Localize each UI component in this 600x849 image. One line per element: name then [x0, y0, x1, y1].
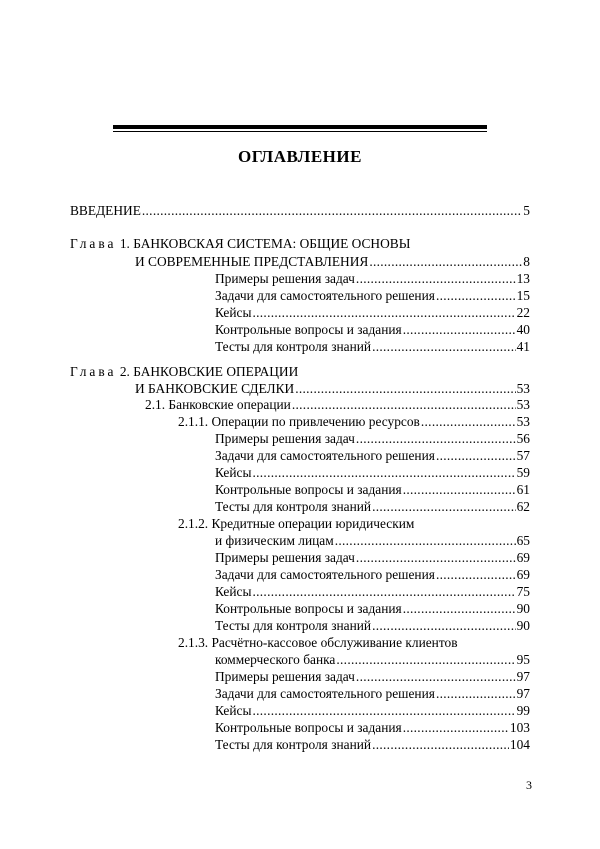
toc-entry-page: 8 [523, 254, 530, 269]
toc-entry[interactable] [215, 583, 530, 600]
leader-dots [356, 668, 516, 685]
leader-dots [372, 736, 509, 753]
leader-dots [369, 253, 522, 270]
toc-entry-page: 65 [516, 533, 530, 548]
toc-entry-label: Контрольные вопросы и задания [215, 322, 402, 337]
toc-entry-page: 15 [516, 288, 530, 303]
toc-entry-page: 99 [516, 703, 530, 718]
toc-entry-label: Кейсы [215, 703, 252, 718]
leader-dots [292, 396, 516, 413]
toc-section-2-1-3-line2[interactable] [215, 651, 530, 668]
chapter-title-cont: И СОВРЕМЕННЫЕ ПРЕДСТАВЛЕНИЯ [135, 254, 369, 269]
header-rule-thick [113, 125, 487, 129]
leader-dots [436, 566, 516, 583]
chapter-2-heading-line2[interactable] [135, 380, 530, 397]
toc-entry-label: 2.1.1. Операции по привлечению ресурсов [178, 414, 420, 429]
leader-dots [403, 481, 516, 498]
toc-entry[interactable] [215, 668, 530, 685]
toc-section-2-1-1[interactable] [178, 413, 530, 430]
leader-dots [372, 338, 516, 355]
leader-dots [372, 617, 516, 634]
header-rule-thin [113, 131, 487, 132]
toc-entry-label: Примеры решения задач [215, 550, 355, 565]
toc-entry-page: 13 [516, 271, 530, 286]
toc-entry-intro[interactable] [70, 202, 530, 219]
toc-entry-label: Кейсы [215, 465, 252, 480]
leader-dots [252, 304, 515, 321]
toc-entry-page: 75 [516, 584, 530, 599]
toc-entry-label: ВВЕДЕНИЕ [70, 203, 141, 218]
toc-entry[interactable] [215, 464, 530, 481]
toc-entry[interactable] [215, 736, 530, 753]
toc-entry-page: 61 [516, 482, 530, 497]
toc-entry-label: Кейсы [215, 305, 252, 320]
toc-entry-label: Примеры решения задач [215, 431, 355, 446]
toc-entry[interactable] [215, 498, 530, 515]
toc-section-2-1-2-line1[interactable]: 2.1.2. Кредитные операции юридическим [178, 516, 415, 531]
leader-dots [335, 532, 516, 549]
toc-entry[interactable] [215, 566, 530, 583]
toc-section-2-1-3-line1[interactable]: 2.1.3. Расчётно-кассовое обслуживание клиентов [178, 635, 458, 650]
leader-dots [436, 685, 516, 702]
chapter-1-heading-line1[interactable] [70, 235, 410, 252]
toc-entry[interactable] [215, 447, 530, 464]
toc-entry[interactable] [215, 338, 530, 355]
toc-entry-page: 53 [516, 397, 530, 412]
leader-dots [356, 270, 516, 287]
toc-entry-label: Задачи для самостоятельного решения [215, 448, 435, 463]
toc-entry-label: 2.1. Банковские операции [145, 397, 291, 412]
toc-entry[interactable] [215, 617, 530, 634]
toc-entry[interactable] [215, 287, 530, 304]
leader-dots [252, 583, 515, 600]
toc-entry-page: 62 [516, 499, 530, 514]
page-number: 3 [526, 778, 532, 792]
toc-entry-page: 5 [523, 203, 530, 218]
toc-entry[interactable] [215, 481, 530, 498]
leader-dots [372, 498, 516, 515]
toc-entry-page: 97 [516, 686, 530, 701]
toc-entry-label: коммерческого банка [215, 652, 336, 667]
toc-entry[interactable] [215, 685, 530, 702]
toc-entry[interactable] [215, 430, 530, 447]
toc-entry-label: Тесты для контроля знаний [215, 339, 372, 354]
chapter-prefix: Глава [70, 364, 117, 379]
leader-dots [295, 380, 515, 397]
toc-entry-label: Тесты для контроля знаний [215, 618, 372, 633]
leader-dots [403, 321, 516, 338]
toc-entry[interactable] [215, 304, 530, 321]
toc-entry-label: Примеры решения задач [215, 271, 355, 286]
toc-entry-label: Тесты для контроля знаний [215, 737, 372, 752]
leader-dots [436, 447, 516, 464]
toc-entry-label: Примеры решения задач [215, 669, 355, 684]
toc-entry-page: 69 [516, 550, 530, 565]
toc-entry-page: 56 [516, 431, 530, 446]
leader-dots [356, 549, 516, 566]
leader-dots [252, 464, 515, 481]
toc-entry-page: 90 [516, 601, 530, 616]
toc-entry[interactable] [215, 549, 530, 566]
toc-section-2-1-2-line2[interactable] [215, 532, 530, 549]
chapter-title-cont: И БАНКОВСКИЕ СДЕЛКИ [135, 381, 295, 396]
chapter-1-heading-line2[interactable] [135, 253, 530, 270]
toc-entry-label: Задачи для самостоятельного решения [215, 567, 435, 582]
toc-entry-label: Тесты для контроля знаний [215, 499, 372, 514]
toc-section-2-1[interactable] [145, 396, 530, 413]
toc-entry[interactable] [215, 270, 530, 287]
leader-dots [403, 600, 516, 617]
leader-dots [252, 702, 515, 719]
toc-entry-label: Задачи для самостоятельного решения [215, 686, 435, 701]
toc-entry-page: 59 [516, 465, 530, 480]
toc-entry-page: 90 [516, 618, 530, 633]
toc-entry-page: 57 [516, 448, 530, 463]
leader-dots [336, 651, 515, 668]
toc-entry[interactable] [215, 600, 530, 617]
toc-entry-page: 53 [516, 381, 530, 396]
page-title: ОГЛАВЛЕНИЕ [238, 147, 362, 166]
toc-entry-label: Контрольные вопросы и задания [215, 720, 402, 735]
toc-entry-label: Кейсы [215, 584, 252, 599]
chapter-title: 2. БАНКОВСКИЕ ОПЕРАЦИИ [119, 364, 299, 379]
toc-entry[interactable] [215, 719, 530, 736]
toc-entry-page: 104 [509, 737, 530, 752]
toc-entry-page: 40 [516, 322, 530, 337]
toc-entry-label: Контрольные вопросы и задания [215, 601, 402, 616]
toc-entry-label: Контрольные вопросы и задания [215, 482, 402, 497]
leader-dots [421, 413, 516, 430]
chapter-prefix: Глава [70, 236, 117, 251]
chapter-title: 1. БАНКОВСКАЯ СИСТЕМА: ОБЩИЕ ОСНОВЫ [119, 236, 411, 251]
leader-dots [403, 719, 509, 736]
toc-entry-page: 103 [509, 720, 530, 735]
toc-entry-page: 41 [516, 339, 530, 354]
leader-dots [142, 202, 522, 219]
toc-entry-label: и физическим лицам [215, 533, 334, 548]
toc-entry-page: 22 [516, 305, 530, 320]
toc-entry-label: Задачи для самостоятельного решения [215, 288, 435, 303]
toc-entry-page: 95 [516, 652, 530, 667]
toc-entry-page: 69 [516, 567, 530, 582]
toc-entry[interactable] [215, 702, 530, 719]
leader-dots [356, 430, 516, 447]
toc-entry-page: 97 [516, 669, 530, 684]
leader-dots [436, 287, 516, 304]
chapter-2-heading-line1[interactable] [70, 363, 298, 380]
toc-entry-page: 53 [516, 414, 530, 429]
toc-entry[interactable] [215, 321, 530, 338]
